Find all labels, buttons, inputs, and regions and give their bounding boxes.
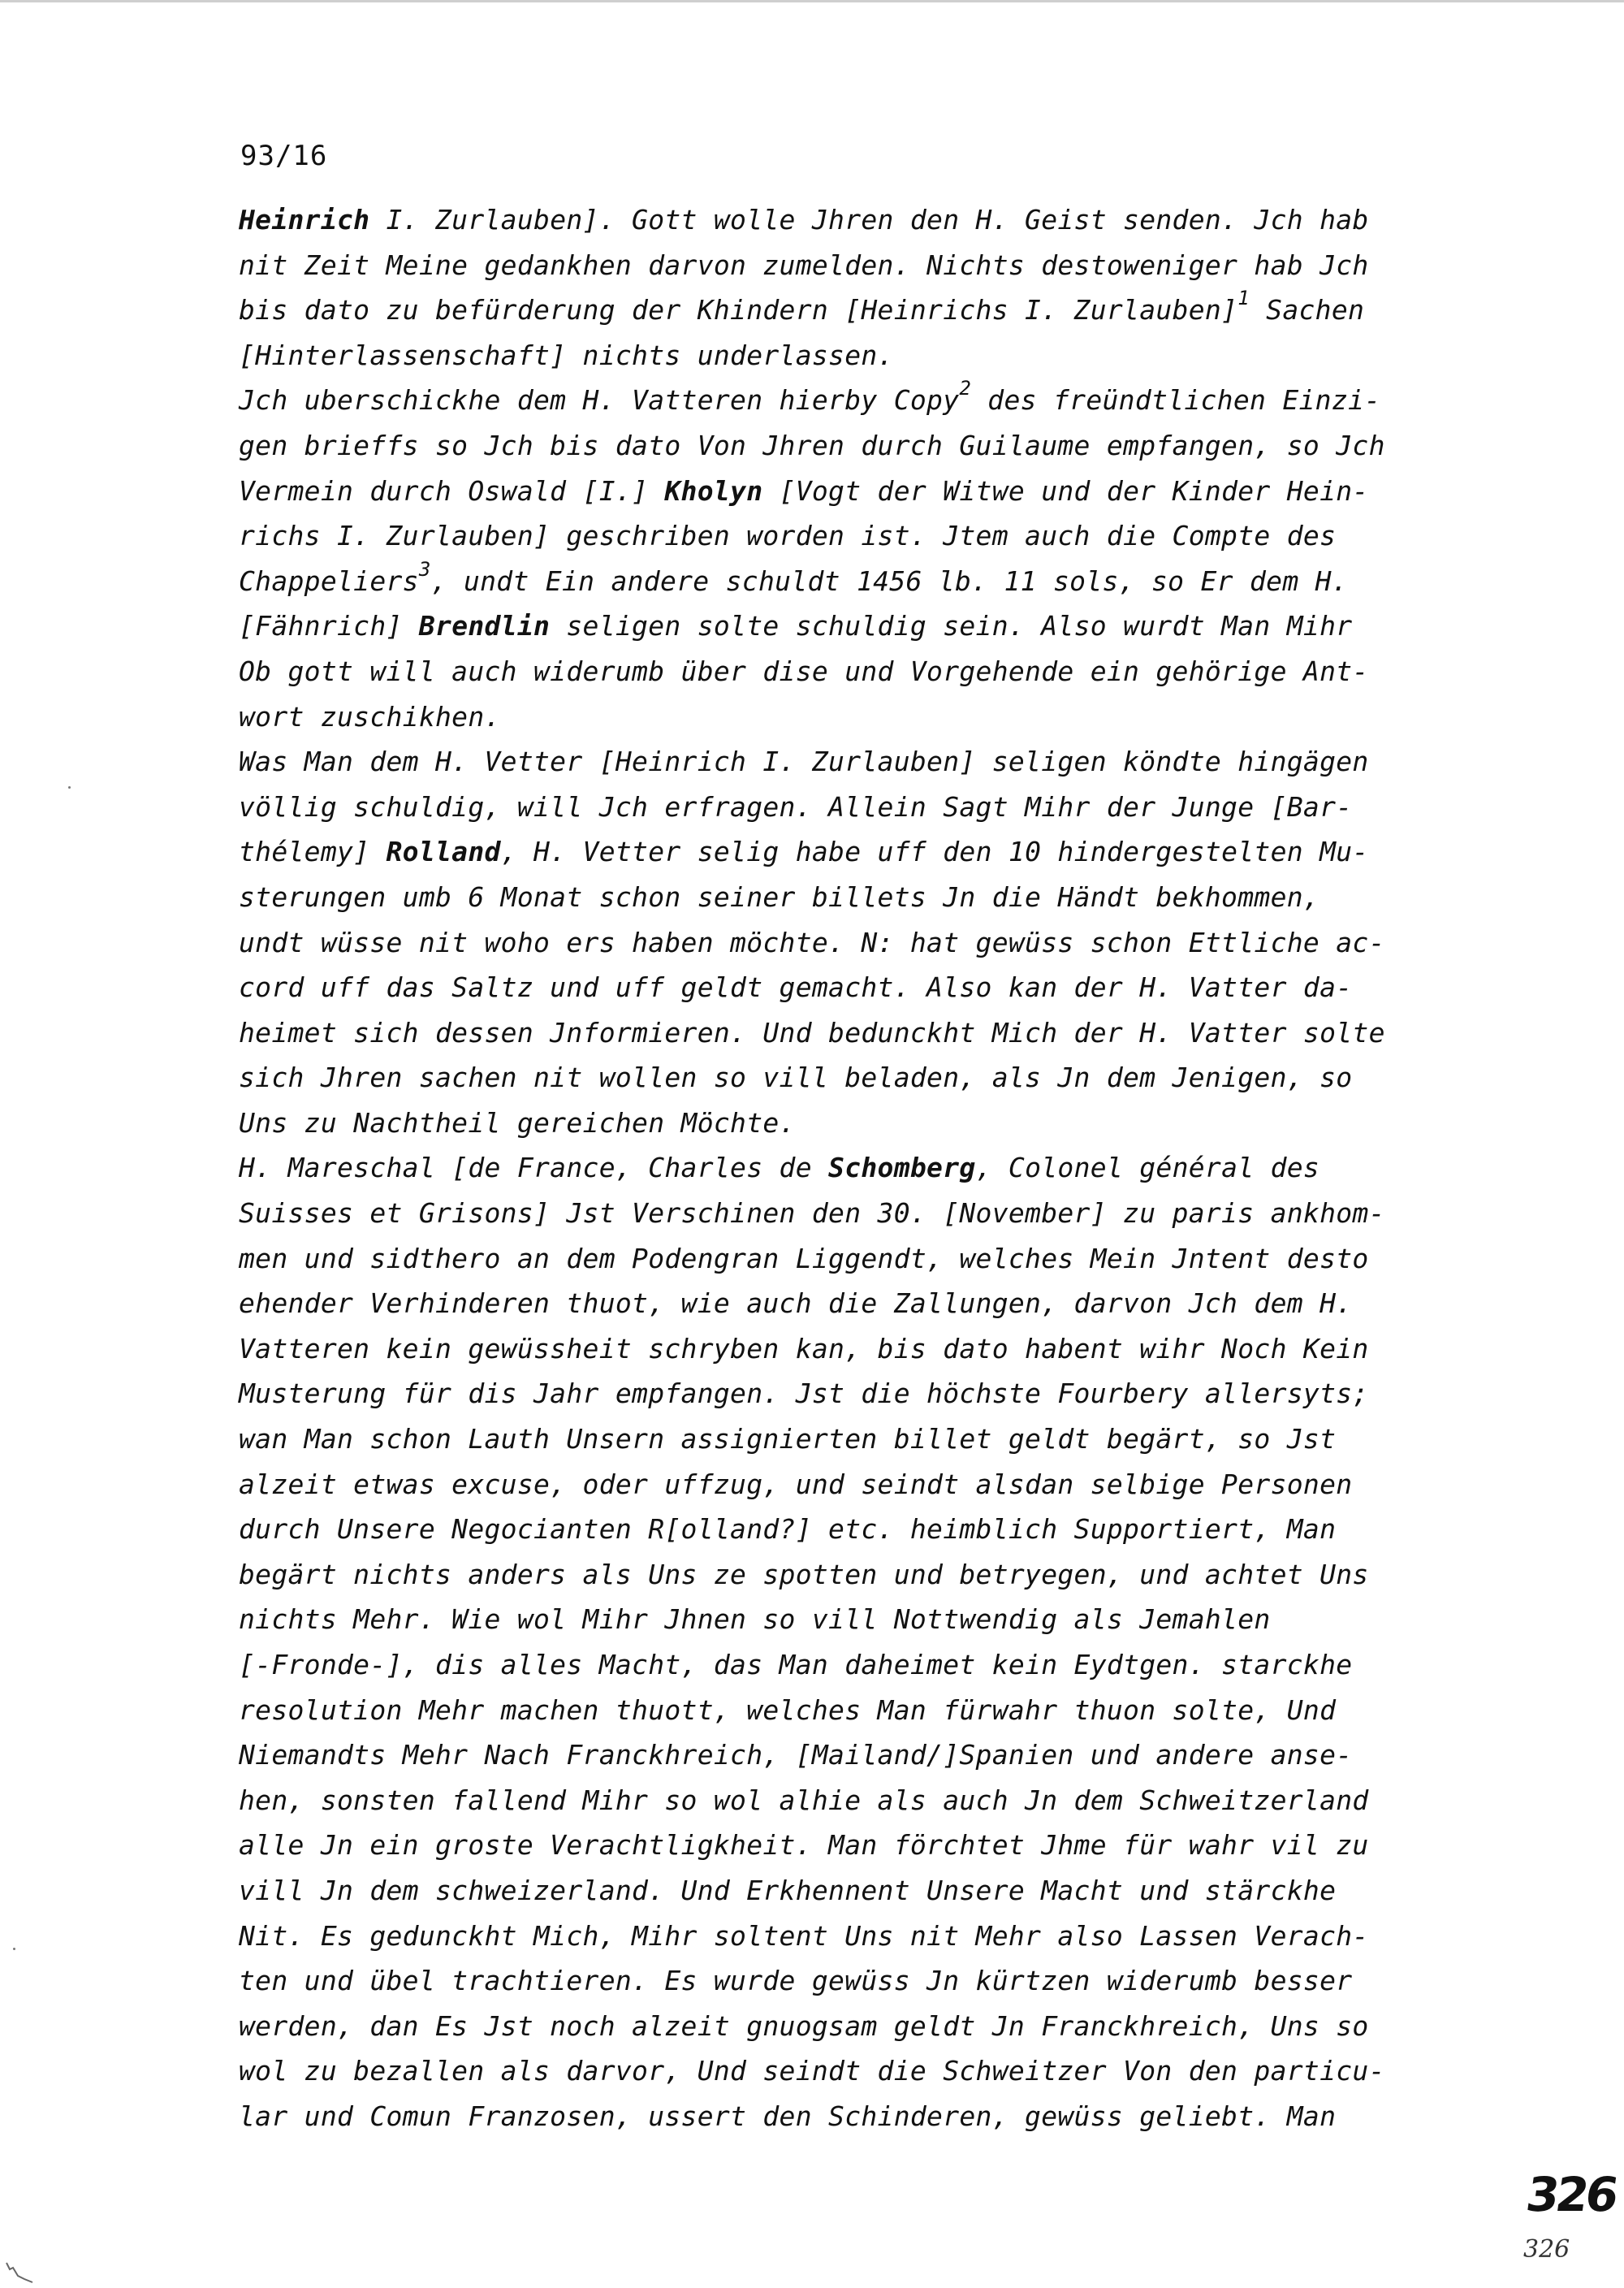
text-run: [-Fronde-], dis alles Macht, das Man daheimet kein Eydtgen. starckhe (239, 1649, 1353, 1680)
bold-name: Kholyn (664, 474, 763, 507)
text-run: hen, sonsten fallend Mihr so wol alhie als auch Jn dem Schweitzerland (239, 1784, 1369, 1816)
pencil-page-number: 326 (1523, 2235, 1570, 2264)
footnote-marker: 3 (418, 557, 431, 581)
text-run: Vermein durch Oswald [I.] (239, 474, 665, 507)
text-line (239, 1055, 1481, 1101)
text-run: bis dato zu befürderung der Khindern [Heinrichs I. Zurlauben] (239, 294, 1238, 327)
text-run: Vatteren kein gewüssheit schryben kan, bis dato habent wihr Noch Kein (239, 1332, 1369, 1365)
page-reference: 93/16 (240, 140, 328, 172)
text-line (239, 469, 1481, 514)
bold-name: Schomberg (828, 1152, 976, 1184)
text-line (239, 694, 1481, 740)
document-body (239, 197, 1481, 2139)
text-run: , Colonel général des (975, 1152, 1320, 1184)
text-line (239, 739, 1481, 785)
text-run: Uns zu Nachtheil gereichen Möchte. (239, 1106, 796, 1139)
text-line (239, 1868, 1481, 1914)
text-run: Chappeliers (239, 564, 419, 597)
text-run: sterungen umb 6 Monat schon seiner billets Jn die Händt bekhommen, (239, 880, 1320, 913)
text-line (239, 1101, 1481, 1146)
text-line (239, 197, 1481, 243)
text-line (239, 1010, 1481, 1056)
text-line (239, 1326, 1481, 1372)
bold-name: Heinrich (239, 204, 370, 236)
text-run: des freündtlichen Einzi- (971, 384, 1381, 417)
text-line (239, 559, 1481, 604)
text-run: H. Mareschal [de France, Charles de (239, 1152, 829, 1184)
text-run: Jch uberschickhe dem H. Vatteren hierby Copy (239, 384, 960, 417)
text-run: nit Zeit Meine gedankhen darvon zumelden. Nichts destoweniger hab Jch (239, 249, 1369, 281)
bold-name: Brendlin (418, 610, 551, 642)
text-line (239, 288, 1481, 333)
text-line (239, 1597, 1481, 1642)
text-run: [Fähnrich] (239, 610, 419, 642)
text-line (239, 1191, 1481, 1236)
text-line (239, 1416, 1481, 1462)
text-line (239, 1507, 1481, 1552)
text-run: wan Man schon Lauth Unsern assignierten billet geldt begärt, so Jst (239, 1423, 1337, 1455)
text-run: I. Zurlauben]. Gott wolle Jhren den H. Geist senden. Jch hab (369, 204, 1369, 236)
text-line (239, 785, 1481, 830)
text-run: [Hinterlassenschaft] nichts underlassen. (239, 339, 894, 371)
text-line (239, 1732, 1481, 1778)
text-run: wol zu bezallen als darvor, Und seindt die Schweitzer Von den particu- (239, 2055, 1385, 2087)
text-line (239, 1958, 1481, 2004)
text-run: heimet sich dessen Jnformieren. Und bedunckht Mich der H. Vatter solte (239, 1016, 1385, 1049)
text-run: sich Jhren sachen nit wollen so vill beladen, als Jn dem Jenigen, so (239, 1062, 1353, 1094)
text-line (239, 2004, 1481, 2049)
bold-name: Rolland (386, 836, 501, 868)
text-line (239, 920, 1481, 966)
text-run: undt wüsse nit woho ers haben möchte. N: hat gewüss schon Ettliche ac- (239, 926, 1385, 958)
text-run: vill Jn dem schweizerland. Und Erkhennent Unsere Macht und stärckhe (239, 1874, 1337, 1906)
text-run: , H. Vetter selig habe uff den 10 hindergestelten Mu- (500, 836, 1369, 868)
text-run: Musterung für dis Jahr empfangen. Jst die höchste Fourbery allersyts; (239, 1378, 1369, 1410)
text-run: völlig schuldig, will Jch erfragen. Allein Sagt Mihr der Junge [Bar- (239, 790, 1353, 823)
text-run: seligen solte schuldig sein. Also wurdt Man Mihr (550, 610, 1353, 642)
text-line (239, 1642, 1481, 1688)
text-run: men und sidthero an dem Podengran Liggendt, welches Mein Jntent desto (239, 1242, 1369, 1274)
text-run: richs I. Zurlauben] geschriben worden ist. Jtem auch die Compte des (239, 520, 1337, 552)
text-line (239, 2048, 1481, 2094)
text-run: Nit. Es gedunckht Mich, Mihr soltent Uns nit Mehr also Lassen Verach- (239, 1919, 1369, 1952)
text-line (239, 1778, 1481, 1823)
text-line (239, 603, 1481, 649)
archive-page-number: 326 (1522, 2167, 1619, 2222)
text-run: ten und übel trachtieren. Es wurde gewüss Jn kürtzen widerumb besser (239, 1965, 1353, 1997)
text-run: , undt Ein andere schuldt 1456 lb. 11 sols, so Er dem H. (430, 564, 1348, 597)
text-line (239, 1236, 1481, 1282)
text-run: Was Man dem H. Vetter [Heinrich I. Zurlauben] seligen köndte hingägen (239, 746, 1369, 778)
text-run: resolution Mehr machen thuott, welches Man fürwahr thuon solte, Und (239, 1693, 1337, 1726)
text-run: gen brieffs so Jch bis dato Von Jhren durch Guilaume empfangen, so Jch (239, 429, 1385, 461)
text-run: alle Jn ein groste Verachtligkheit. Man förchtet Jhme für wahr vil zu (239, 1829, 1369, 1862)
text-line (239, 333, 1481, 378)
text-line (239, 1462, 1481, 1507)
text-run: wort zuschikhen. (239, 700, 501, 733)
text-run: alzeit etwas excuse, oder uffzug, und seindt alsdan selbige Personen (239, 1468, 1353, 1500)
text-run: ehender Verhinderen thuot, wie auch die Zallungen, darvon Jch dem H. (239, 1287, 1353, 1320)
footnote-marker: 2 (959, 377, 972, 400)
text-line (239, 965, 1481, 1010)
text-line (239, 875, 1481, 920)
text-line (239, 243, 1481, 288)
text-run: durch Unsere Negocianten R[olland?] etc. heimblich Supportiert, Man (239, 1513, 1337, 1546)
scan-speck (13, 1948, 15, 1950)
text-run: [Vogt der Witwe und der Kinder Hein- (762, 474, 1369, 507)
text-line (239, 829, 1481, 875)
text-line (239, 1552, 1481, 1598)
text-line (239, 378, 1481, 423)
text-line (239, 649, 1481, 694)
text-line (239, 1371, 1481, 1416)
text-run: Suisses et Grisons] Jst Verschinen den 30. [November] zu paris ankhom- (239, 1197, 1385, 1230)
text-run: begärt nichts anders als Uns ze spotten und betryegen, und achtet Uns (239, 1558, 1369, 1590)
text-line (239, 423, 1481, 469)
text-line (239, 1145, 1481, 1191)
scan-margin-mark (5, 2260, 37, 2284)
text-line (239, 1914, 1481, 1959)
text-line (239, 1281, 1481, 1326)
text-run: werden, dan Es Jst noch alzeit gnuogsam geldt Jn Franckhreich, Uns so (239, 2009, 1369, 2042)
scan-speck (68, 786, 71, 789)
text-run: Ob gott will auch widerumb über dise und Vorgehende ein gehörige Ant- (239, 655, 1369, 687)
text-run: Sachen (1249, 294, 1365, 327)
text-line (239, 1823, 1481, 1868)
text-run: nichts Mehr. Wie wol Mihr Jhnen so vill Nottwendig als Jemahlen (239, 1603, 1271, 1636)
text-line (239, 2094, 1481, 2139)
text-run: lar und Comun Franzosen, ussert den Schinderen, gewüss geliebt. Man (239, 2100, 1337, 2132)
footnote-marker: 1 (1237, 287, 1250, 310)
text-run: cord uff das Saltz und uff geldt gemacht. Also kan der H. Vatter da- (239, 971, 1353, 1004)
text-line (239, 1688, 1481, 1733)
text-run: thélemy] (239, 836, 387, 868)
scan-top-edge (0, 0, 1624, 2)
text-line (239, 513, 1481, 559)
text-run: Niemandts Mehr Nach Franckhreich, [Mailand/]Spanien und andere anse- (239, 1739, 1353, 1771)
